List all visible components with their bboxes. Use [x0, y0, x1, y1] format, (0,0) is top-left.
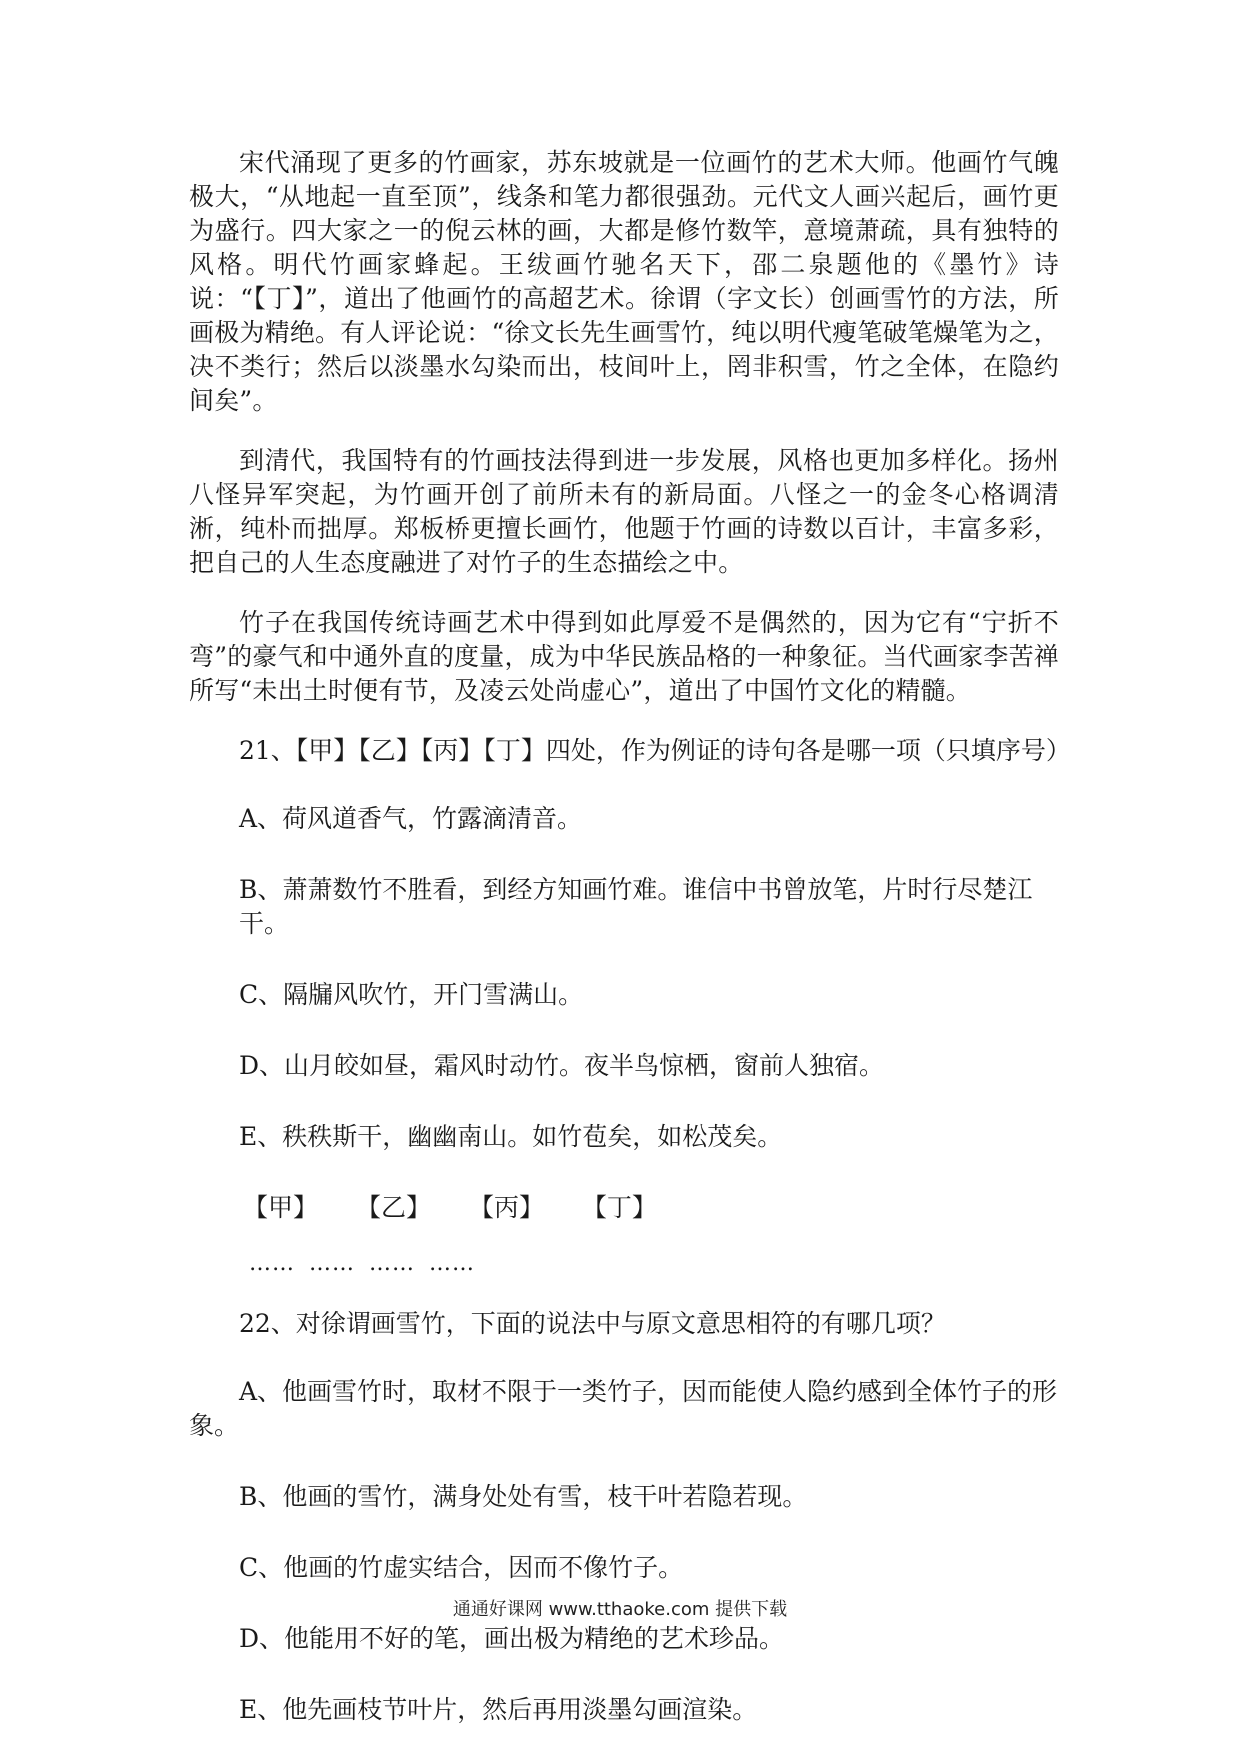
page-footer: 通通好课网 www.tthaoke.com 提供下载	[452, 1599, 788, 1620]
document-page	[189, 146, 1071, 1764]
question-22-option-a: A、他画雪竹时，取材不限于一类竹子，因而能使人隐约感到全体竹子的形象。	[189, 1377, 1058, 1440]
question-21-option-d: D、山月皎如昼，霜风时动竹。夜半鸟惊栖，窗前人独宿。	[239, 1051, 885, 1080]
question-21-option-e: E、秩秩斯干，幽幽南山。如竹苞矣，如松茂矣。	[239, 1122, 783, 1151]
answer-blank-dots: …… …… …… ……	[249, 1251, 475, 1276]
question-22-option-c: C、他画的竹虚实结合，因而不像竹子。	[239, 1553, 684, 1582]
question-21-stem: 21、【甲】【乙】【丙】【丁】四处，作为例证的诗句各是哪一项（只填序号）	[239, 736, 1071, 765]
question-21-option-a: A、荷风道香气，竹露滴清音。	[239, 804, 583, 833]
question-21-option-c: C、隔牖风吹竹，开门雪满山。	[239, 980, 584, 1009]
blank-label-ding: 【丁】	[581, 1193, 657, 1222]
paragraph-song-ming: 宋代涌现了更多的竹画家，苏东坡就是一位画竹的艺术大师。他画竹气魄极大，“从地起一直至顶”，线条和笔力都很强劲。元代文人画兴起后，画竹更为盛行。四大家之一的倪云林的画，大都是修竹数竿，意境萧疏，具有独特的风格。明代竹画家蜂起。王绂画竹驰名天下，邵二泉题他的《墨竹》诗说：“【丁】”，道出了他画竹的高超艺术。徐谓（字文长）创画雪竹的方法，所画极为精绝。有人评论说：“徐文长先生画雪竹，纯以明代瘦笔破笔燥笔为之，决不类行；然后以淡墨水勾染而出，枝间叶上，罔非积雪，竹之全体，在隐约间矣”。	[189, 148, 1059, 415]
paragraph-symbol: 竹子在我国传统诗画艺术中得到如此厚爱不是偶然的，因为它有“宁折不弯”的豪气和中通外直的度量，成为中华民族品格的一种象征。当代画家李苦禅所写“未出土时便有节，及凌云处尚虚心”，道出了中国竹文化的精髓。	[189, 608, 1059, 705]
question-22-stem: 22、对徐谓画雪竹，下面的说法中与原文意思相符的有哪几项？	[239, 1309, 946, 1338]
blank-label-yi: 【乙】	[355, 1193, 431, 1222]
question-22-option-b: B、他画的雪竹，满身处处有雪，枝干叶若隐若现。	[239, 1482, 808, 1511]
question-21-option-b: B、萧萧数竹不胜看，到经方知画竹难。谁信中书曾放笔，片时行尽楚江干。	[239, 875, 1033, 938]
question-22-option-d: D、他能用不好的笔，画出极为精绝的艺术珍品。	[239, 1624, 785, 1653]
blank-label-jia: 【甲】	[243, 1193, 319, 1222]
question-22-option-e: E、他先画枝节叶片，然后再用淡墨勾画渲染。	[239, 1695, 758, 1724]
paragraph-qing: 到清代，我国特有的竹画技法得到进一步发展，风格也更加多样化。扬州八怪异军突起，为竹画开创了前所未有的新局面。八怪之一的金冬心格调清淅，纯朴而拙厚。郑板桥更擅长画竹，他题于竹画的诗数以百计，丰富多彩，把自己的人生态度融进了对竹子的生态描绘之中。	[189, 446, 1059, 577]
blank-label-bing: 【丙】	[468, 1193, 544, 1222]
answer-blank-labels	[243, 1191, 1059, 1225]
